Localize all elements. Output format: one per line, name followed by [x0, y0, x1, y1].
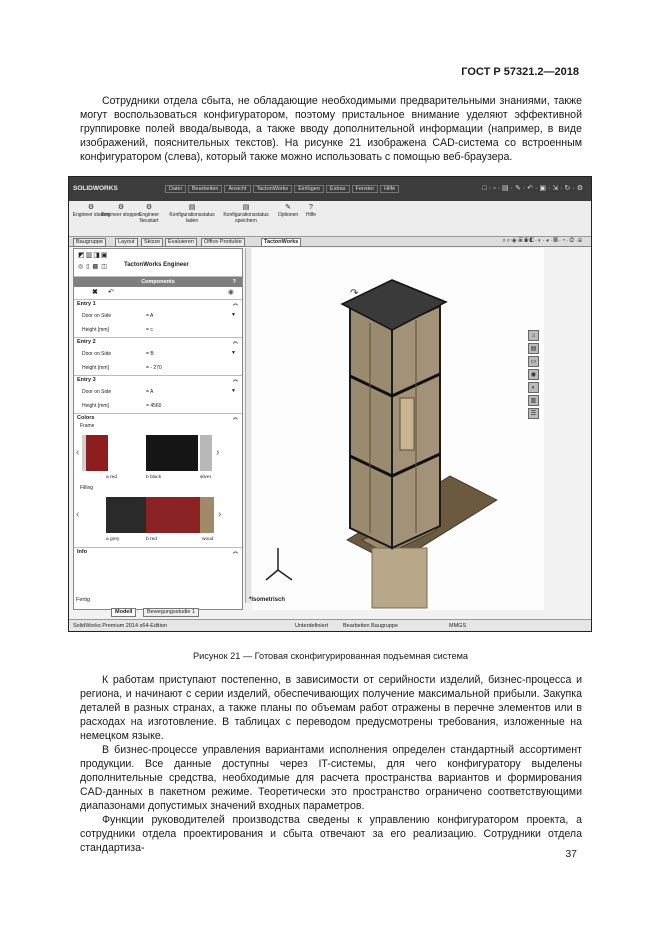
components-bar: Components ? [74, 277, 242, 287]
panel-tab-icons[interactable]: ◩▥◨▣ [78, 252, 109, 259]
chevron-up-icon[interactable]: ︽ [232, 339, 238, 345]
height-value[interactable]: = 4560 [146, 403, 162, 409]
section-title[interactable]: Info ︽ [77, 549, 238, 555]
colors-section [74, 413, 242, 547]
entry-section [74, 337, 242, 375]
view-orientation-label: *Isometrisch [249, 597, 286, 603]
chevron-up-icon[interactable]: ︽ [232, 377, 238, 383]
help-icon[interactable]: ? [232, 279, 236, 285]
cad-screenshot [68, 176, 592, 632]
panel-scrollbar[interactable] [245, 248, 251, 603]
document-id: ГОСТ Р 57321.2—2018 [461, 66, 579, 78]
tab-evaluieren[interactable]: Evaluieren [165, 238, 197, 247]
library-icon[interactable]: ▤ [528, 343, 539, 354]
door-on-side-value[interactable]: = A [146, 313, 154, 319]
panel-tool-icons[interactable]: ◎▯▩◫ [78, 264, 110, 270]
height-row: Height [mm] = - 270 [82, 365, 162, 371]
chevron-right-icon[interactable]: › [218, 509, 222, 520]
engineer-restart-button[interactable]: ⚙ Engineer Neustart [129, 205, 169, 224]
axis-z [266, 570, 278, 580]
section-title[interactable]: Colors ︽ [77, 415, 238, 421]
hook-icon: ↷ [350, 288, 359, 299]
height-value[interactable]: = c [146, 327, 153, 333]
tab-layout[interactable]: Layout [115, 238, 138, 247]
task-pane-icons[interactable] [528, 330, 540, 430]
door-on-side-row: Door on Side = A ▼ [82, 388, 236, 395]
engineer-start-icon: ⚙ [87, 204, 95, 211]
bottom-tabs [73, 608, 273, 617]
paragraph: В бизнес-процессе управления вариантами исполнения определен стандартный ассортимент продукции. Все данные доступны через IT-системы, для чего конфигуратору выделены дополнительные средства, необходимые для расчета пространства вариантов и формирования CAD-данных в пакетном режиме. Теоретически это пространство ограничено соответствующими диапазонами допустимых значений входных параметров. [80, 744, 582, 812]
menu-item[interactable]: Datei [165, 185, 186, 193]
config-load-button[interactable]: ▤ Konfigurationsstatus laden [165, 205, 219, 224]
engineer-restart-icon: ⚙ [145, 204, 153, 211]
swatch-frame-black[interactable] [146, 435, 198, 471]
paragraph: Функции руководителей производства сведены к управлению конфигуратором проекта, а сотрудники отдела проектирования и сбыта отвечают за его реализацию. Сотрудники отдела стандартиза- [80, 814, 582, 854]
menu-item[interactable]: TactonWorks [253, 185, 293, 193]
menu-item[interactable]: Extras [326, 185, 350, 193]
dropdown-arrow-icon[interactable]: ▼ [231, 312, 236, 318]
tab-office-produkte[interactable]: Office Produkte [201, 238, 245, 247]
appearance-icon[interactable]: ◐ [528, 382, 539, 393]
entry-section [74, 299, 242, 337]
menu-item[interactable]: Ansicht [224, 185, 250, 193]
config-save-icon: ▤ [242, 204, 250, 211]
tab-tactonworks[interactable]: TactonWorks [261, 238, 301, 247]
section-title[interactable]: Entry 3 ︽ [77, 377, 238, 383]
frame-label: Frame [80, 423, 95, 429]
swatch-frame-silver[interactable] [200, 435, 212, 471]
info-circle-icon[interactable]: ◉ [227, 289, 234, 296]
chevron-left-icon[interactable]: ‹ [76, 509, 80, 520]
ribbon [69, 201, 591, 237]
swatch-label: a grey [106, 537, 120, 542]
tab-bewegungsstudie[interactable]: Bewegungsstudie 1 [143, 608, 199, 617]
units-label[interactable]: MMGS [449, 623, 467, 629]
menu-item[interactable]: Bearbeiten [188, 185, 223, 193]
title-bar [69, 177, 591, 201]
editing-status: Bearbeiten Baugruppe [343, 623, 399, 629]
chevron-up-icon[interactable]: ︽ [232, 549, 238, 555]
dropdown-arrow-icon[interactable]: ▼ [231, 388, 236, 394]
quick-access-icons[interactable]: □·▫·▤·✎·↶·▣·⇲·↻·⚙ [482, 185, 585, 192]
lift-model [252, 248, 544, 610]
home-icon[interactable]: ⌂ [528, 330, 539, 341]
panel-header [74, 249, 242, 277]
tab-modell[interactable]: Modell [111, 608, 136, 617]
tower-front [350, 308, 392, 548]
paragraph: К работам приступают постепенно, в зависимости от серийности изделий, бизнес-процесса и региона, и начинают с серии изделий, обеспечивающих получение максимальной прибыли. Закупка деталей в разных странах, а также планы по объемам работ отражены в перечне элементов или в расходах на изготовление. В таблицах с переводом предусмотрены требования, изложенные на немецком языке. [80, 674, 582, 742]
entry-section [74, 375, 242, 413]
door-on-side-value[interactable]: = B [146, 351, 154, 357]
filling-swatch-row [74, 493, 242, 547]
swatch-label: b black [146, 475, 162, 480]
custom-icon[interactable]: ▥ [528, 395, 539, 406]
edition-label: SolidWorks Premium 2014 x64-Edition [73, 623, 168, 629]
swatch-label: silver [200, 475, 212, 480]
door-panel [400, 398, 414, 450]
menu-item[interactable]: Fenster [352, 185, 379, 193]
shaft-base [372, 548, 427, 608]
options-button[interactable]: ✎ Optionen [273, 205, 303, 218]
config-save-button[interactable]: ▤ Konfigurationsstatus speichern [219, 205, 273, 224]
frame-swatch-row [74, 431, 242, 485]
options-icon: ✎ [285, 204, 291, 211]
help-icon: ? [309, 204, 313, 211]
swatch-filling-grey[interactable] [106, 497, 146, 533]
model-viewport[interactable] [252, 248, 544, 610]
height-row: Height [mm] = c [82, 327, 153, 333]
door-on-side-row: Door on Side = B ▼ [82, 350, 236, 357]
height-value[interactable]: = - 270 [146, 365, 162, 371]
tab-baugruppe[interactable]: Baugruppe [73, 238, 106, 247]
body-text [80, 673, 582, 855]
close-icon[interactable]: ✖ [92, 289, 98, 296]
list-icon[interactable]: ☰ [528, 408, 539, 419]
swatch-label: b red [146, 537, 157, 542]
chevron-up-icon[interactable]: ︽ [232, 301, 238, 307]
section-title[interactable]: Entry 1 ︽ [77, 301, 238, 307]
swatch-label: wood [202, 537, 214, 542]
door-on-side-value[interactable]: = A [146, 389, 154, 395]
paragraph-top: Сотрудники отдела сбыта, не обладающие необходимыми предварительными знаниями, также могут воспользоваться конфигуратором, поэтому пристальное внимание уделяют эффективной группировке полей ввода/вывода, а также вводу дополнительной информации (например, в виде изображений, пояснительных текстов). На рисунке 21 изображена CAD-система со встроенным конфигуратором (слева), который также можно использовать с помощью веб-браузера. [80, 95, 582, 163]
view-toolbar-icons[interactable]: ⌕⌕◈▣◉◧·◐·◕·▦·◔·◎·⊞ [502, 238, 583, 244]
chevron-right-icon[interactable]: › [216, 447, 220, 458]
help-button[interactable]: ? Hilfe [299, 205, 323, 218]
configurator-panel [73, 248, 243, 610]
menu-item[interactable]: Hilfe [380, 185, 399, 193]
engineer-start-button[interactable]: ⚙ Engineer starten [72, 204, 110, 218]
config-load-icon: ▤ [188, 204, 196, 211]
engineer-stop-button[interactable]: ⚙ Engineer stoppen [101, 204, 141, 218]
swatch-filling-red[interactable] [146, 497, 200, 533]
info-section [74, 547, 242, 557]
view-icon[interactable]: ◉ [528, 369, 539, 380]
folder-icon[interactable]: ▭ [528, 356, 539, 367]
chevron-left-icon[interactable]: ‹ [76, 447, 80, 458]
door-on-side-row: Door on Side = A ▼ [82, 312, 236, 319]
figure-caption: Рисунок 21 — Готовая сконфигурированная подъемная система [192, 651, 469, 661]
definition-status: Unterdefiniert [295, 623, 329, 629]
undo-icon[interactable]: ↶ [108, 289, 114, 296]
menu-bar [165, 185, 399, 193]
solidworks-logo: SOLIDWORKS [73, 185, 118, 192]
swatch-filling-wood[interactable] [200, 497, 214, 533]
chevron-up-icon[interactable]: ︽ [232, 415, 238, 421]
filling-label: Filling [80, 485, 94, 491]
swatch-frame-red[interactable] [82, 435, 108, 471]
page-number: 37 [565, 848, 577, 860]
swatch-label: a red [106, 475, 117, 480]
section-title[interactable]: Entry 2 ︽ [77, 339, 238, 345]
tab-skizze[interactable]: Skizze [141, 238, 163, 247]
axis-x [278, 570, 292, 580]
status-bar [69, 619, 591, 631]
height-row: Height [mm] = 4560 [82, 403, 162, 409]
panel-tools [74, 287, 242, 299]
menu-item[interactable]: Einfügen [294, 185, 324, 193]
panel-title: TactonWorks Engineer [124, 262, 189, 268]
engineer-stop-icon: ⚙ [117, 204, 125, 211]
panel-status: Fertig [76, 597, 91, 603]
dropdown-arrow-icon[interactable]: ▼ [231, 350, 236, 356]
